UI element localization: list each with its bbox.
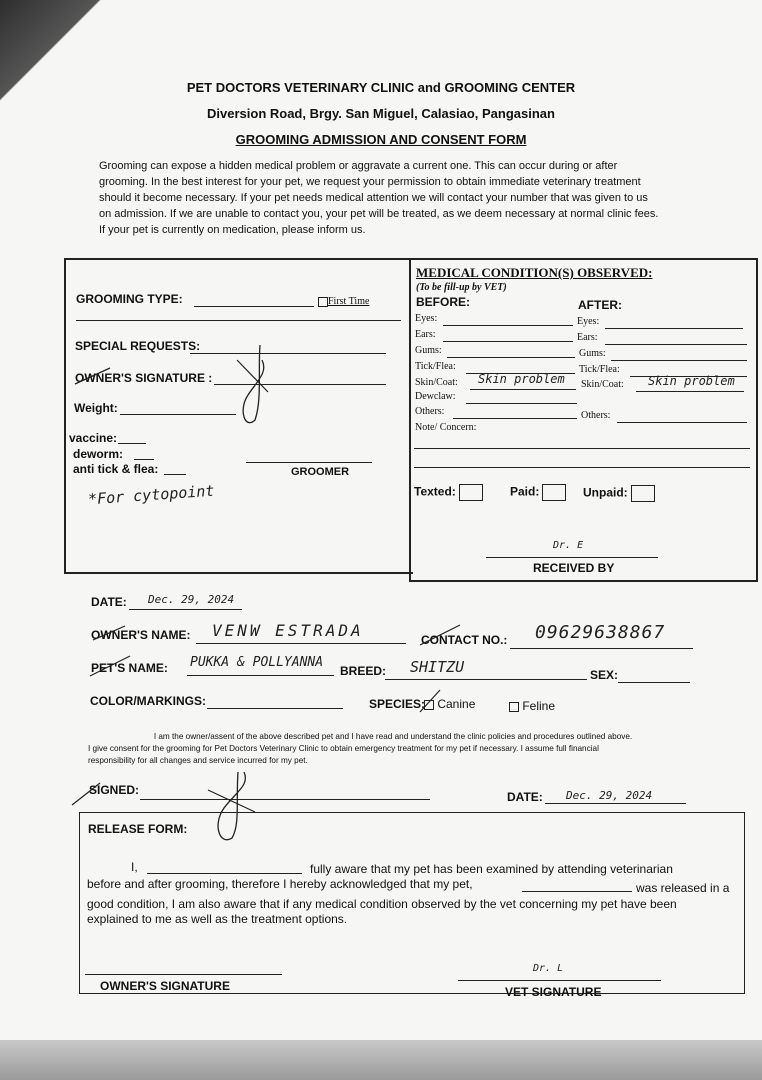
vet-initials: Dr. L: [533, 963, 564, 974]
pet-name-value: PUKKA & POLLYANNA: [190, 655, 324, 670]
medical-subtitle: (To be fill-up by VET): [416, 282, 507, 293]
species-label: SPECIES:: [369, 697, 426, 711]
eyes-before-label: Eyes:: [415, 313, 438, 324]
ears-before-label: Ears:: [415, 329, 436, 340]
vet-signature-label: VET SIGNATURE: [505, 985, 602, 999]
skin-after-value: Skin problem: [648, 374, 735, 388]
date-value: Dec. 29, 2024: [148, 593, 235, 606]
others-before-label: Others:: [415, 406, 445, 417]
before-label: BEFORE:: [416, 295, 470, 309]
release-title: RELEASE FORM:: [88, 822, 188, 836]
release-line3: good condition, I am also aware that if any medical condition observed by the vet concerning my pet have been: [87, 897, 677, 911]
skin-before-label: Skin/Coat:: [415, 377, 458, 388]
owner-signature-strike: [75, 368, 110, 384]
received-initials: Dr. E: [553, 540, 584, 551]
handwritten-note: *For cytopoint: [87, 481, 215, 509]
owner-name-value: VENW ESTRADA: [212, 621, 364, 640]
intro-line: If your pet is currently on medication, please inform us.: [99, 224, 366, 236]
pet-name-label: PET'S NAME:: [91, 661, 168, 675]
canine-label: Canine: [437, 697, 476, 711]
feline-label: Feline: [522, 699, 556, 713]
owner-signature-release-label: OWNER'S SIGNATURE: [100, 979, 230, 993]
consent-line: I am the owner/assent of the above described pet and I have read and understand the clinic policies and procedures outlined above.: [153, 732, 633, 741]
consent-line: responsibility for all changes and service incurred for my pet.: [88, 756, 308, 765]
clinic-address: Diversion Road, Brgy. San Miguel, Calasiao, Pangasinan: [207, 106, 555, 121]
special-requests-label: SPECIAL REQUESTS:: [75, 339, 201, 353]
gums-after-label: Gums:: [579, 348, 606, 359]
release-line2-start: before and after grooming, therefore I hereby acknowledged that my pet,: [87, 877, 473, 891]
medical-title: MEDICAL CONDITION(S) OBSERVED:: [416, 265, 653, 280]
breed-label: BREED:: [340, 664, 387, 678]
signed-strike: [72, 783, 100, 805]
signed-label: SIGNED:: [89, 783, 140, 797]
contact-label: CONTACT NO.:: [421, 633, 508, 647]
received-by-label: RECEIVED BY: [533, 561, 615, 575]
signed-date-value: Dec. 29, 2024: [566, 789, 653, 802]
intro-line: grooming. In the best interest for your pet, we request your permission to obtain immediate veterinary treatment: [99, 176, 641, 188]
release-line1-end: fully aware that my pet has been examined by attending veterinarian: [310, 862, 673, 876]
owner-name-label: OWNER'S NAME:: [91, 628, 191, 642]
groomer-label: GROOMER: [291, 466, 350, 478]
skin-before-value: Skin problem: [478, 372, 565, 386]
anti-tick-label: anti tick & flea:: [73, 462, 159, 476]
breed-value: SHITZU: [410, 658, 465, 676]
pet-name-strike: [90, 656, 130, 676]
contact-strike: [420, 625, 460, 645]
first-time-label: First Time: [328, 296, 370, 307]
grooming-type-label: GROOMING TYPE:: [76, 292, 183, 306]
eyes-after-label: Eyes:: [577, 316, 600, 327]
scanner-edge: [0, 1040, 762, 1080]
signed-stroke: [208, 790, 255, 812]
texted-label: Texted:: [414, 484, 456, 499]
after-label: AFTER:: [578, 298, 622, 312]
clinic-name: PET DOCTORS VETERINARY CLINIC and GROOMING CENTER: [186, 80, 576, 95]
tick-after-label: Tick/Flea:: [579, 364, 620, 375]
ears-after-label: Ears:: [577, 332, 598, 343]
owner-signature-label: OWNER'S SIGNATURE :: [75, 371, 213, 385]
date-label: DATE:: [91, 595, 127, 609]
gums-before-label: Gums:: [415, 345, 442, 356]
form-title: GROOMING ADMISSION AND CONSENT FORM: [235, 132, 527, 147]
contact-value: 09629638867: [535, 622, 666, 643]
intro-line: Grooming can expose a hidden medical problem or aggravate a current one. This can occur during or after: [99, 160, 618, 172]
unpaid-label: Unpaid:: [583, 485, 628, 500]
skin-after-label: Skin/Coat:: [581, 379, 624, 390]
signed-date-label: DATE:: [507, 790, 543, 804]
others-after-label: Others:: [581, 410, 611, 421]
release-line4: explained to me as well as the treatment options.: [87, 912, 348, 926]
weight-label: Weight:: [74, 401, 118, 415]
intro-line: should it become necessary. If your pet needs medical attention we will contact your number that was given to us: [99, 192, 648, 204]
release-line2-end: was released in a: [636, 881, 730, 895]
deworm-label: deworm:: [73, 447, 124, 461]
paid-label: Paid:: [510, 484, 540, 499]
tick-before-label: Tick/Flea:: [415, 361, 456, 372]
dewclaw-label: Dewclaw:: [415, 391, 456, 402]
color-markings-label: COLOR/MARKINGS:: [90, 694, 206, 708]
intro-line: on admission. If we are unable to contact you, your pet will be treated, as we deem necessary at normal clinic fees.: [99, 208, 659, 220]
sex-label: SEX:: [590, 668, 619, 682]
note-concern-label: Note/ Concern:: [415, 422, 477, 433]
consent-line: I give consent for the grooming for Pet Doctors Veterinary Clinic to obtain emergency treatment for my pet if necessary. I assume full financial: [88, 744, 599, 753]
vaccine-label: vaccine:: [69, 431, 118, 445]
owner-name-strike: [93, 626, 125, 640]
release-line1-start: I,: [131, 860, 138, 874]
species-strike: [420, 690, 440, 712]
